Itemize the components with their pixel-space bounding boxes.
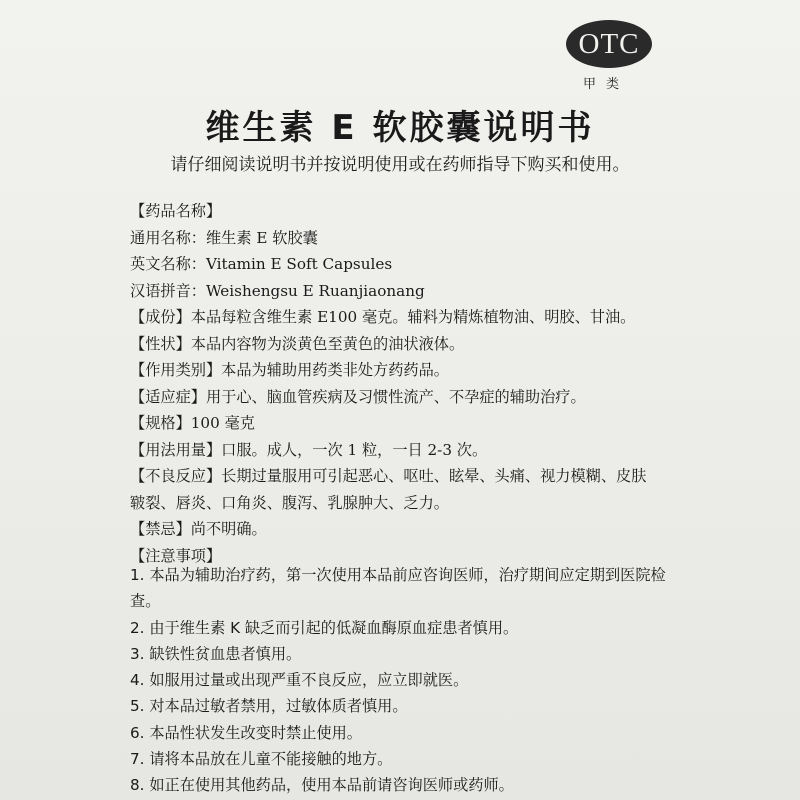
list-item: 4. 如服用过量或出现严重不良反应，应立即就医。 (130, 671, 469, 690)
specification: 【规格】100 毫克 (130, 414, 255, 432)
drug-name-header: 【药品名称】 (130, 202, 222, 220)
document-subtitle: 请仔细阅读说明书并按说明使用或在药师指导下购买和使用。 (170, 155, 630, 175)
otc-class-label: 甲类 (583, 77, 630, 92)
pinyin-name: 汉语拼音：Weishengsu E Ruanjiaonang (130, 281, 425, 300)
contraindications: 【禁忌】尚不明确。 (130, 520, 267, 538)
list-item: 1. 本品为辅助治疗药，第一次使用本品前应咨询医师，治疗期间应定期到医院检查。 (130, 566, 666, 611)
indications: 【适应症】用于心、脑血管疾病及习惯性流产、不孕症的辅助治疗。 (130, 387, 586, 406)
otc-label: OTC (578, 27, 640, 60)
leaflet-body (130, 198, 660, 569)
list-item: 5. 对本品过敏者禁用，过敏体质者慎用。 (130, 697, 408, 716)
list-item: 3. 缺铁性贫血患者慎用。 (130, 644, 302, 663)
composition: 【成份】本品每粒含维生素 E100 毫克。辅料为精炼植物油、明胶、甘油。 (130, 308, 636, 326)
dosage: 【用法用量】口服。成人，一次 1 粒，一日 2-3 次。 (130, 440, 488, 459)
otc-badge (566, 20, 652, 68)
precautions-header: 【注意事项】 (130, 546, 222, 565)
document-title: 维生素 E 软胶囊说明书 (205, 108, 595, 148)
list-item: 8. 如正在使用其他药品，使用本品前请咨询医师或药师。 (130, 776, 514, 795)
list-item: 6. 本品性状发生改变时禁止使用。 (130, 723, 362, 742)
english-name: 英文名称：Vitamin E Soft Capsules (130, 255, 393, 273)
list-item: 2. 由于维生素 K 缺乏而引起的低凝血酶原血症患者慎用。 (130, 618, 519, 637)
precautions-list (130, 562, 670, 799)
category: 【作用类别】本品为辅助用药类非处方药药品。 (130, 361, 449, 379)
adverse-reactions: 【不良反应】长期过量服用可引起恶心、呕吐、眩晕、头痛、视力模糊、皮肤皲裂、唇炎、口角炎、腹泻、乳腺肿大、乏力。 (130, 467, 647, 512)
description: 【性状】本品内容物为淡黄色至黄色的油状液体。 (130, 334, 465, 353)
generic-name: 通用名称：维生素 E 软胶囊 (130, 228, 318, 247)
list-item: 7. 请将本品放在儿童不能接触的地方。 (130, 750, 393, 769)
